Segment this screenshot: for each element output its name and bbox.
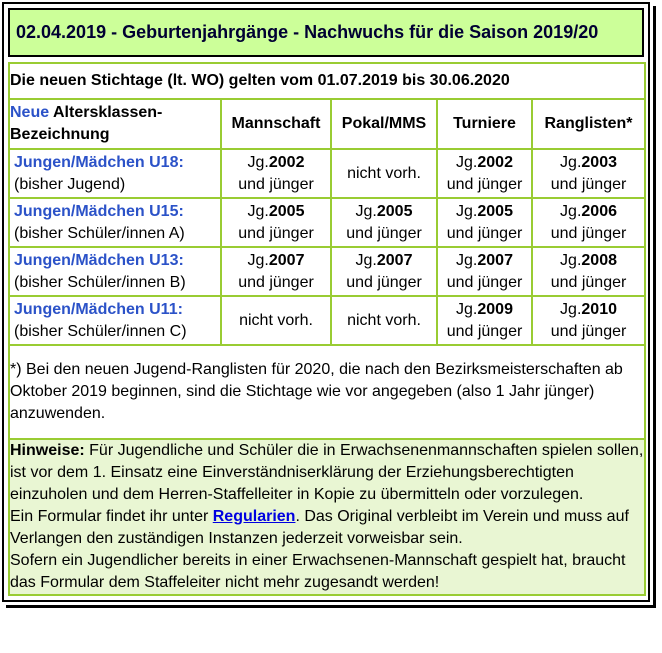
cell-pokal [331, 198, 437, 247]
cell-mannschaft [221, 149, 331, 198]
year-value: 2007 [268, 251, 305, 269]
notes-sentence-2a: Ein Formular findet ihr unter [10, 508, 213, 525]
cell-turniere [437, 149, 532, 198]
notes-label: Hinweise: [10, 442, 85, 459]
year-suffix: und jünger [446, 175, 523, 193]
cell-ranglisten [532, 247, 645, 296]
page-title: 02.04.2019 - Geburtenjahrgänge - Nachwuchs für die Saison 2019/20 [16, 22, 599, 42]
footnote-row [9, 345, 645, 439]
year-suffix: und jünger [238, 224, 314, 242]
cell-turniere [437, 296, 532, 345]
year-prefix: Jg. [247, 153, 269, 171]
cell-ranglisten [532, 198, 645, 247]
age-group-subname: (bisher Jugend) [14, 175, 126, 193]
year-prefix: Jg. [247, 202, 269, 220]
year-value: 2005 [268, 202, 305, 220]
age-group-name-cell [9, 247, 221, 296]
page-title-bar [8, 8, 644, 57]
year-value: 2007 [477, 251, 513, 269]
column-header-ranglisten: Ranglisten* [532, 99, 645, 149]
notes-sentence-2b: . Das Original verbleibt im Verein und muss auf Verlangen den zuständigen Instanzen jederzeit vorweisbar sein. [10, 508, 629, 547]
year-value: 2007 [376, 251, 413, 269]
age-group-name-cell [9, 296, 221, 345]
year-suffix: und jünger [238, 175, 314, 193]
year-value: 2010 [581, 300, 617, 318]
page-frame [2, 2, 650, 602]
year-value: 2005 [477, 202, 513, 220]
cell-turniere [437, 198, 532, 247]
year-value: 2003 [581, 153, 617, 171]
notes-paragraph-1 [10, 440, 644, 506]
age-group-name: Jungen/Mädchen U15: [14, 202, 184, 220]
year-suffix: und jünger [446, 322, 523, 340]
year-prefix: Jg. [247, 251, 269, 269]
year-value: 2002 [268, 153, 305, 171]
age-group-subname: (bisher Schüler/innen B) [14, 273, 186, 291]
year-prefix: Jg. [456, 153, 478, 171]
table-caption: Die neuen Stichtage (lt. WO) gelten vom 01.07.2019 bis 30.06.2020 [9, 63, 645, 99]
column-header-pokal: Pokal/MMS [331, 99, 437, 149]
age-group-name: Jungen/Mädchen U11: [14, 300, 183, 318]
year-prefix: Jg. [560, 251, 582, 269]
notes-paragraph-2 [10, 506, 644, 550]
year-suffix: und jünger [446, 224, 523, 242]
footnote-text: *) Bei den neuen Jugend-Ranglisten für 2020, die nach den Bezirksmeisterschaften ab Oktober 2019 beginnen, sind die Stichtage wie vor angegeben (also 1 Jahr jünger) anzuwenden. [9, 345, 645, 439]
cell-ranglisten [532, 296, 645, 345]
year-prefix: Jg. [560, 153, 582, 171]
column-header-ageclass [9, 99, 221, 149]
cell-pokal [331, 247, 437, 296]
age-group-row-u11 [9, 296, 645, 345]
column-header-mannschaft: Mannschaft [221, 99, 331, 149]
notes-section [9, 439, 645, 595]
cell-pokal [331, 296, 437, 345]
age-group-row-u15 [9, 198, 645, 247]
year-prefix: Jg. [560, 300, 582, 318]
age-group-subname: (bisher Schüler/innen C) [14, 322, 187, 340]
year-suffix: und jünger [446, 273, 523, 291]
year-prefix: Jg. [355, 251, 377, 269]
age-group-subname: (bisher Schüler/innen A) [14, 224, 185, 242]
age-group-row-u18 [9, 149, 645, 198]
year-suffix: und jünger [346, 273, 422, 291]
year-value: 2008 [581, 251, 617, 269]
year-suffix: und jünger [550, 224, 627, 242]
year-prefix: Jg. [355, 202, 377, 220]
cell-text: nicht vorh. [347, 311, 421, 329]
year-prefix: Jg. [560, 202, 582, 220]
year-value: 2006 [581, 202, 617, 220]
cell-ranglisten [532, 149, 645, 198]
notes-sentence-3: Sofern ein Jugendlicher bereits in einer Erwachsenen-Mannschaft gespielt hat, braucht das Formular dem Staffeleiter nicht mehr zugesandt werden! [10, 552, 626, 591]
header-rest: Altersklassen-Bezeichnung [10, 104, 163, 143]
year-prefix: Jg. [456, 251, 478, 269]
cell-turniere [437, 247, 532, 296]
year-value: 2009 [477, 300, 513, 318]
age-group-name: Jungen/Mädchen U13: [14, 251, 184, 269]
regularien-link[interactable]: Regularien [212, 508, 296, 525]
age-group-row-u13 [9, 247, 645, 296]
age-group-name: Jungen/Mädchen U18: [14, 153, 184, 171]
cell-mannschaft [221, 198, 331, 247]
year-suffix: und jünger [550, 273, 627, 291]
column-header-turniere: Turniere [437, 99, 532, 149]
header-highlight: Neue [10, 104, 50, 121]
year-suffix: und jünger [346, 224, 422, 242]
cell-pokal [331, 149, 437, 198]
year-suffix: und jünger [550, 322, 627, 340]
cell-mannschaft [221, 247, 331, 296]
notes-paragraph-3 [10, 550, 644, 594]
age-group-name-cell [9, 149, 221, 198]
age-groups-table [8, 62, 646, 596]
cell-mannschaft [221, 296, 331, 345]
year-suffix: und jünger [550, 175, 627, 193]
year-value: 2005 [376, 202, 413, 220]
age-group-name-cell [9, 198, 221, 247]
cell-text: nicht vorh. [347, 164, 421, 182]
cell-text: nicht vorh. [239, 311, 313, 329]
header-row [9, 99, 645, 149]
year-suffix: und jünger [238, 273, 314, 291]
caption-row [9, 63, 645, 99]
year-value: 2002 [477, 153, 513, 171]
year-prefix: Jg. [456, 202, 478, 220]
notes-row [9, 439, 645, 595]
notes-sentence-1: Für Jugendliche und Schüler die in Erwachsenenmannschaften spielen sollen, ist vor dem 1. Einsatz eine Einverständniserklärung der Erziehungsberechtigten einzuholen und dem Herren-Staffelleiter in Kopie zu übermitteln oder vorzulegen. [10, 442, 644, 503]
year-prefix: Jg. [456, 300, 478, 318]
